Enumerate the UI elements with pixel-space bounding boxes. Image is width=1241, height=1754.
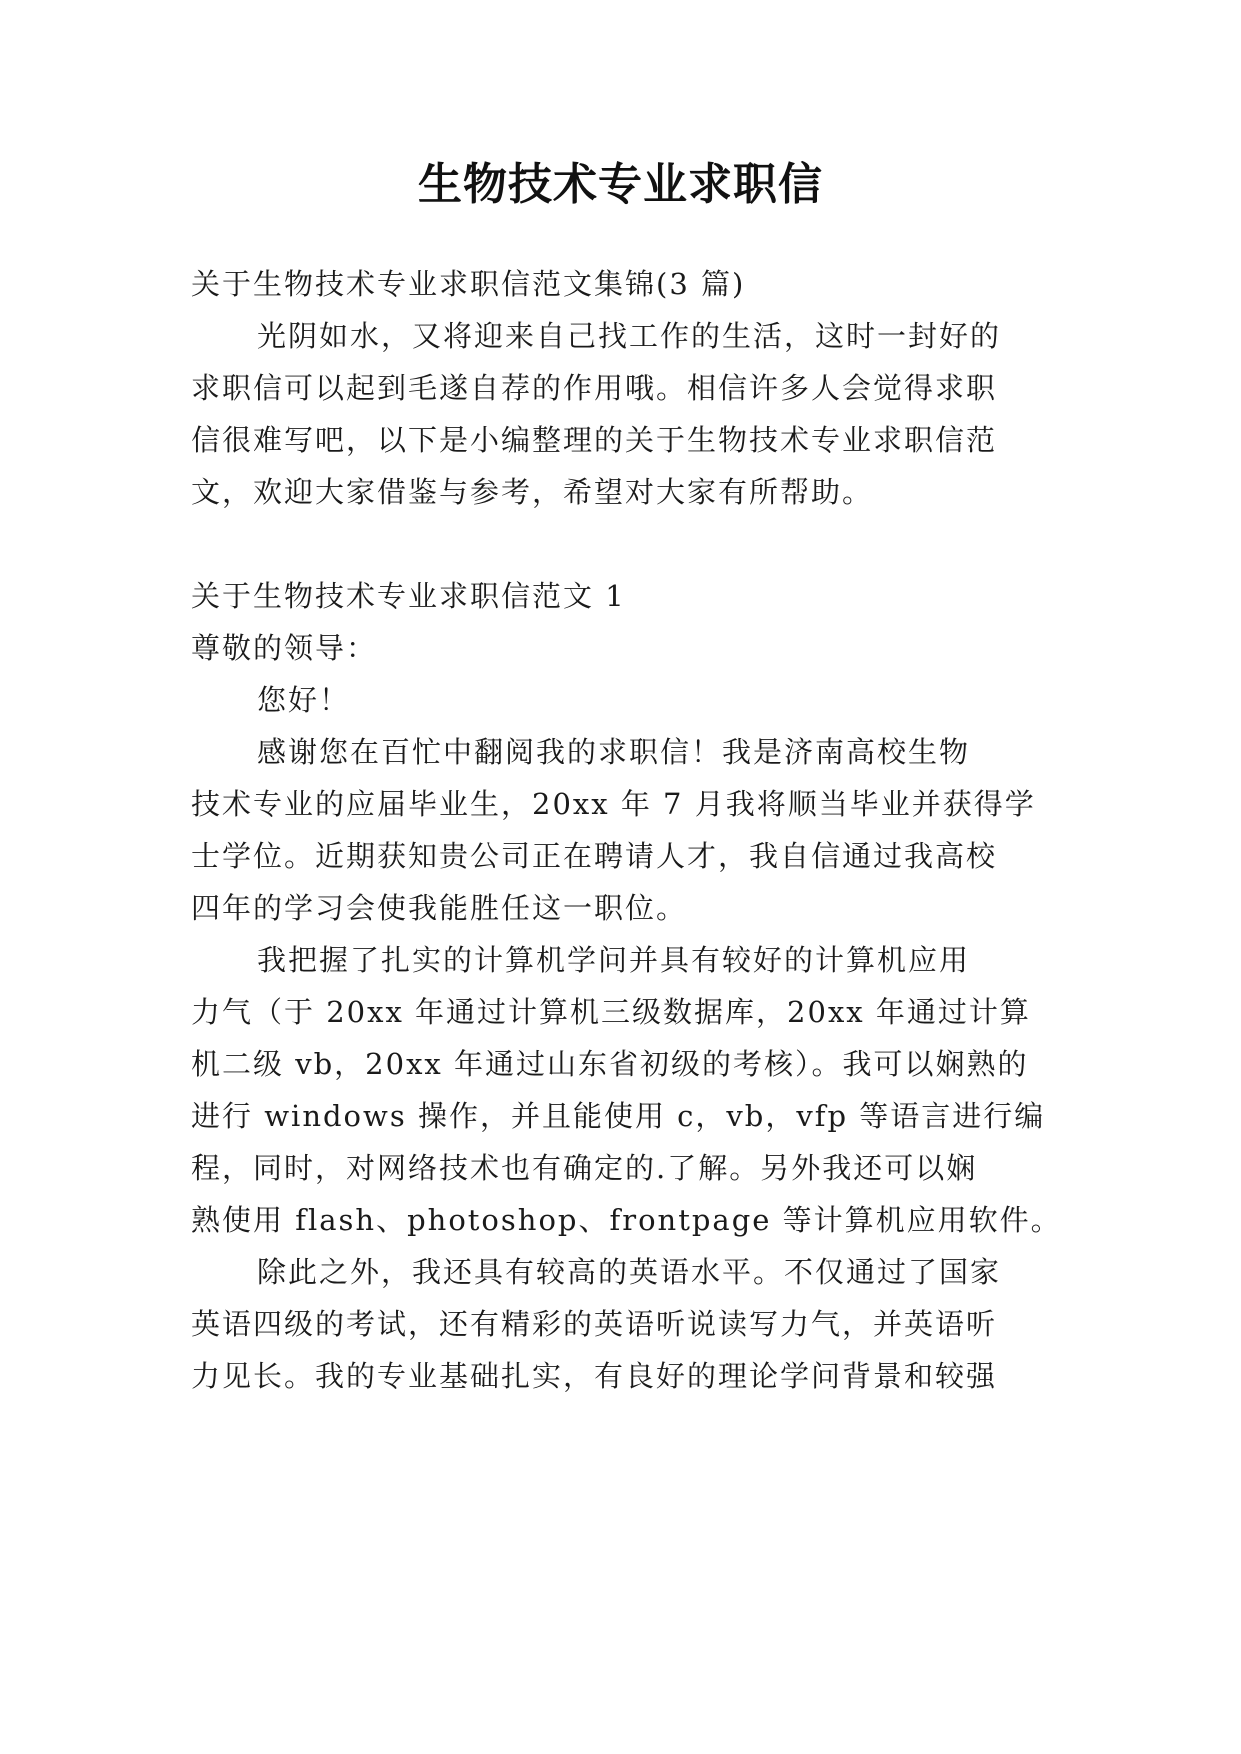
body-line: 力气（于 20xx 年通过计算机三级数据库，20xx 年通过计算 bbox=[191, 995, 1031, 1029]
greeting: 您好！ bbox=[257, 683, 351, 717]
body-line: 熟使用 flash、photoshop、frontpage 等计算机应用软件。 bbox=[191, 1203, 1062, 1237]
intro-line: 求职信可以起到毛遂自荐的作用哦。相信许多人会觉得求职 bbox=[191, 371, 998, 405]
body-line: 程，同时，对网络技术也有确定的.了解。另外我还可以娴 bbox=[191, 1151, 978, 1185]
body-line: 四年的学习会使我能胜任这一职位。 bbox=[191, 891, 688, 925]
body-line: 士学位。近期获知贵公司正在聘请人才，我自信通过我高校 bbox=[191, 839, 998, 873]
body-line: 进行 windows 操作，并且能使用 c，vb，vfp 等语言进行编 bbox=[191, 1099, 1046, 1133]
body-line: 力见长。我的专业基础扎实，有良好的理论学问背景和较强 bbox=[191, 1359, 998, 1393]
body-line: 机二级 vb，20xx 年通过山东省初级的考核）。我可以娴熟的 bbox=[191, 1047, 1029, 1081]
intro-line: 信很难写吧，以下是小编整理的关于生物技术专业求职信范 bbox=[191, 423, 998, 457]
document-title: 生物技术专业求职信 bbox=[418, 159, 823, 210]
body-line: 我把握了扎实的计算机学问并具有较好的计算机应用 bbox=[257, 943, 971, 977]
body-line: 除此之外，我还具有较高的英语水平。不仅通过了国家 bbox=[257, 1255, 1002, 1289]
intro-line: 文，欢迎大家借鉴与参考，希望对大家有所帮助。 bbox=[191, 475, 874, 509]
body-line: 英语四级的考试，还有精彩的英语听说读写力气，并英语听 bbox=[191, 1307, 998, 1341]
document-subtitle: 关于生物技术专业求职信范文集锦(3 篇) bbox=[191, 267, 746, 301]
body-line: 感谢您在百忙中翻阅我的求职信！我是济南高校生物 bbox=[257, 735, 971, 769]
section-heading: 关于生物技术专业求职信范文 1 bbox=[191, 579, 626, 613]
salutation: 尊敬的领导： bbox=[191, 631, 378, 665]
intro-line: 光阴如水，又将迎来自己找工作的生活，这时一封好的 bbox=[257, 319, 1002, 353]
body-line: 技术专业的应届毕业生，20xx 年 7 月我将顺当毕业并获得学 bbox=[191, 787, 1036, 821]
